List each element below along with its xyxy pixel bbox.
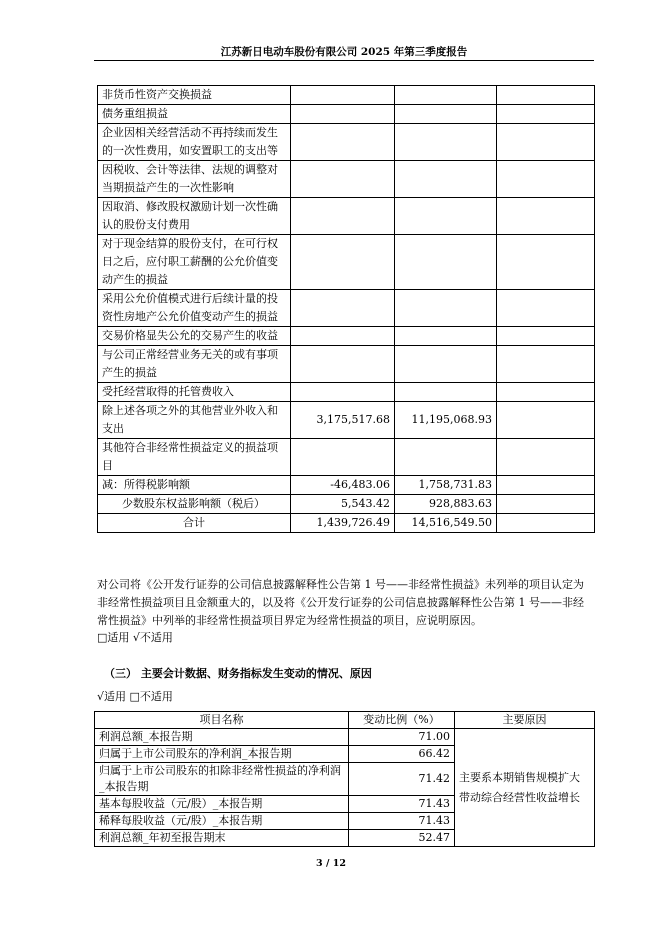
item-cell: 因税收、会计等法律、法规的调整对当期损益产生的一次性影响 xyxy=(98,161,291,198)
table-row: 除上述各项之外的其他营业外收入和支出 3,175,517.68 11,195,068.93 xyxy=(98,402,595,439)
table-row xyxy=(98,235,595,290)
item-cell: 交易价格显失公允的交易产生的收益 xyxy=(98,327,291,346)
page-number: 3 / 12 xyxy=(316,858,346,869)
table-row xyxy=(98,346,595,383)
table-row xyxy=(98,124,595,161)
header-divider xyxy=(94,60,594,61)
table-row: 减：所得税影响额 -46,483.06 1,758,731.83 xyxy=(98,476,595,495)
table-row xyxy=(98,161,595,198)
item-cell: 除上述各项之外的其他营业外收入和支出 xyxy=(98,402,291,439)
item-cell: 减：所得税影响额 xyxy=(98,476,291,495)
non-recurring-gains-table xyxy=(97,85,595,533)
reason-cell: 主要系本期销售规模扩大带动综合经营性收益增长 xyxy=(455,729,595,847)
key-changes-table xyxy=(94,711,595,847)
table-row xyxy=(98,290,595,327)
table-row: 基本每股收益（元/股）_本报告期 71.43 xyxy=(95,796,595,813)
table-row xyxy=(98,327,595,346)
section-applicability: √适用 □不适用 xyxy=(97,690,173,703)
table-header-row xyxy=(95,712,595,729)
table-row: 利润总额_本报告期 71.00 主要系本期销售规模扩大带动综合经营性收益增长 xyxy=(95,729,595,746)
item-cell: 非货币性资产交换损益 xyxy=(98,86,291,105)
header-change-ratio: 变动比例（%） xyxy=(349,712,455,729)
item-cell: 对于现金结算的股份支付，在可行权日之后，应付职工薪酬的公允价值变动产生的损益 xyxy=(98,235,291,290)
explanation-paragraph: 对公司将《公开发行证券的公司信息披露解释性公告第 1 号——非经常性损益》未列举的项目认定为非经常性损益项目且金额重大的，以及将《公开发行证券的公司信息披露解释性公告第 1 号——非经常性损益》中列举的非经常性损益项目界定为经常性损益的项目，应说明原因。 xyxy=(97,578,584,627)
table-row: 利润总额_年初至报告期末 52.47 xyxy=(95,830,595,847)
table-row: 稀释每股收益（元/股）_本报告期 71.43 xyxy=(95,813,595,830)
report-header: 江苏新日电动车股份有限公司 2025 年第三季度报告 xyxy=(220,46,468,58)
applicability-status: □适用 √不适用 xyxy=(97,631,173,644)
item-cell: 其他符合非经常性损益定义的损益项目 xyxy=(98,439,291,476)
total-label: 合计 xyxy=(98,514,291,533)
table-row xyxy=(98,86,595,105)
header-item-name: 项目名称 xyxy=(95,712,349,729)
item-cell: 与公司正常经营业务无关的或有事项产生的损益 xyxy=(98,346,291,383)
item-cell: 采用公允价值模式进行后续计量的投资性房地产公允价值变动产生的损益 xyxy=(98,290,291,327)
item-cell: 企业因相关经营活动不再持续而发生的一次性费用，如安置职工的支出等 xyxy=(98,124,291,161)
item-cell: 因取消、修改股权激励计划一次性确认的股份支付费用 xyxy=(98,198,291,235)
header-main-reason: 主要原因 xyxy=(455,712,595,729)
table-row: 归属于上市公司股东的净利润_本报告期 66.42 xyxy=(95,746,595,763)
table-row xyxy=(98,105,595,124)
item-cell: 受托经营取得的托管费收入 xyxy=(98,383,291,402)
total-row: 合计 1,439,726.49 14,516,549.50 xyxy=(98,514,595,533)
section-title: （三） 主要会计数据、财务指标发生变动的情况、原因 xyxy=(104,667,372,680)
table-row: 归属于上市公司股东的扣除非经常性损益的净利润_本报告期 71.42 xyxy=(95,763,595,796)
item-cell: 债务重组损益 xyxy=(98,105,291,124)
item-cell: 少数股东权益影响额（税后） xyxy=(98,495,291,514)
table-row xyxy=(98,198,595,235)
table-row xyxy=(98,383,595,402)
table-row: 少数股东权益影响额（税后） 5,543.42 928,883.63 xyxy=(98,495,595,514)
table-row xyxy=(98,439,595,476)
